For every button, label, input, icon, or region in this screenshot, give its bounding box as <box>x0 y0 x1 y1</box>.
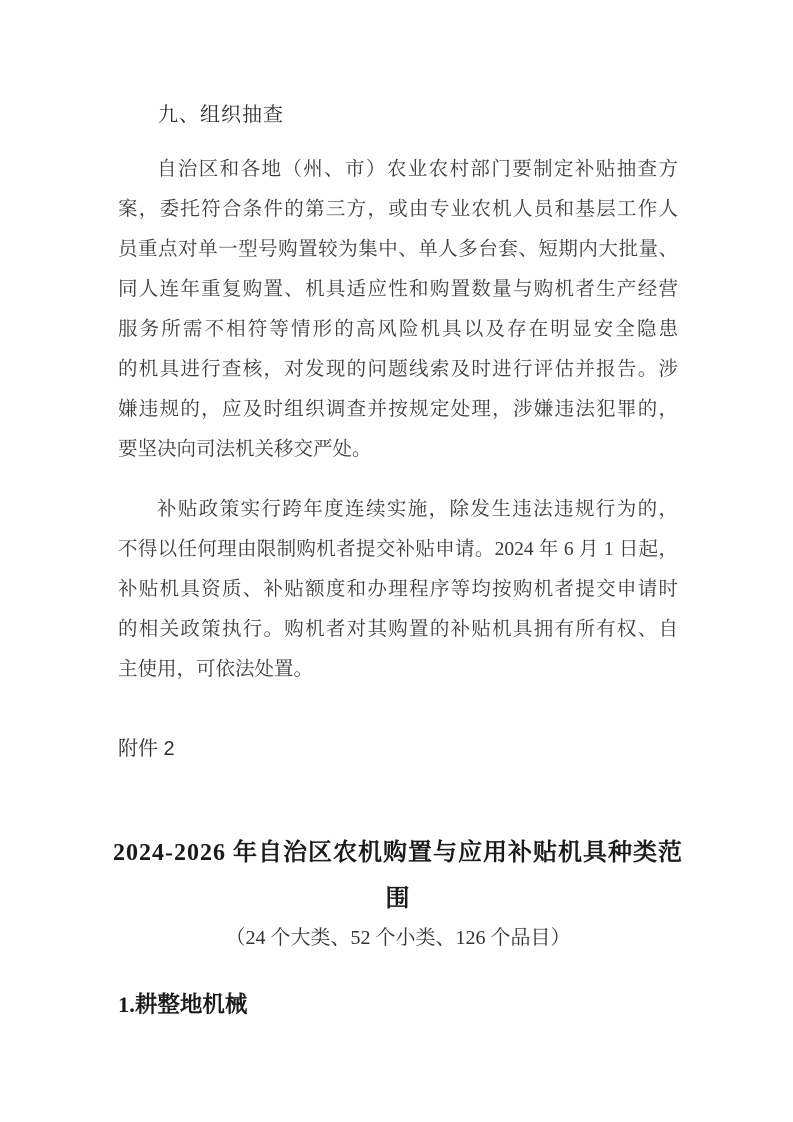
paragraph-line: 同人连年重复购置、机具适应性和购置数量与购机者生产经营 <box>118 279 678 300</box>
attachment-title <box>98 830 698 922</box>
paragraph-line: 要坚决向司法机关移交严处。 <box>118 439 372 460</box>
attachment-title-line-1: 2024-2026 年自治区农机购置与应用补贴机具种类范 <box>113 840 683 866</box>
paragraph-line: 服务所需不相符等情形的高风险机具以及存在明显安全隐患 <box>118 319 678 340</box>
section-heading: 九、组织抽查 <box>158 104 284 126</box>
category-heading: 1.耕整地机械 <box>118 992 248 1017</box>
document-content <box>113 0 683 1020</box>
paragraph-line: 不得以任何理由限制购机者提交补贴申请。2024 年 6 月 1 日起， <box>118 539 678 560</box>
paragraph-line: 补贴机具资质、补贴额度和办理程序等均按购机者提交申请时 <box>118 579 678 600</box>
paragraph-line: 主使用，可依法处置。 <box>118 659 314 680</box>
paragraph-2 <box>118 490 678 690</box>
paragraph-line: 员重点对单一型号购置较为集中、单人多台套、短期内大批量、 <box>118 239 678 260</box>
paragraph-line: 嫌违规的，应及时组织调查并按规定处理，涉嫌违法犯罪的， <box>118 399 678 420</box>
paragraph-line: 案，委托符合条件的第三方，或由专业农机人员和基层工作人 <box>118 199 678 220</box>
attachment-label: 附件 2 <box>118 738 175 760</box>
paragraph-line: 的相关政策执行。购机者对其购置的补贴机具拥有所有权、自 <box>118 619 678 640</box>
paragraph-line: 补贴政策实行跨年度连续实施，除发生违法违规行为的， <box>157 499 678 520</box>
paragraph-line: 自治区和各地（州、市）农业农村部门要制定补贴抽查方 <box>157 159 678 180</box>
attachment-subtitle: （24 个大类、52 个小类、126 个品目） <box>225 927 571 949</box>
attachment-title-line-2: 围 <box>385 886 411 912</box>
paragraph-1 <box>118 150 678 470</box>
paragraph-line: 的机具进行查核，对发现的问题线索及时进行评估并报告。涉 <box>118 359 678 380</box>
